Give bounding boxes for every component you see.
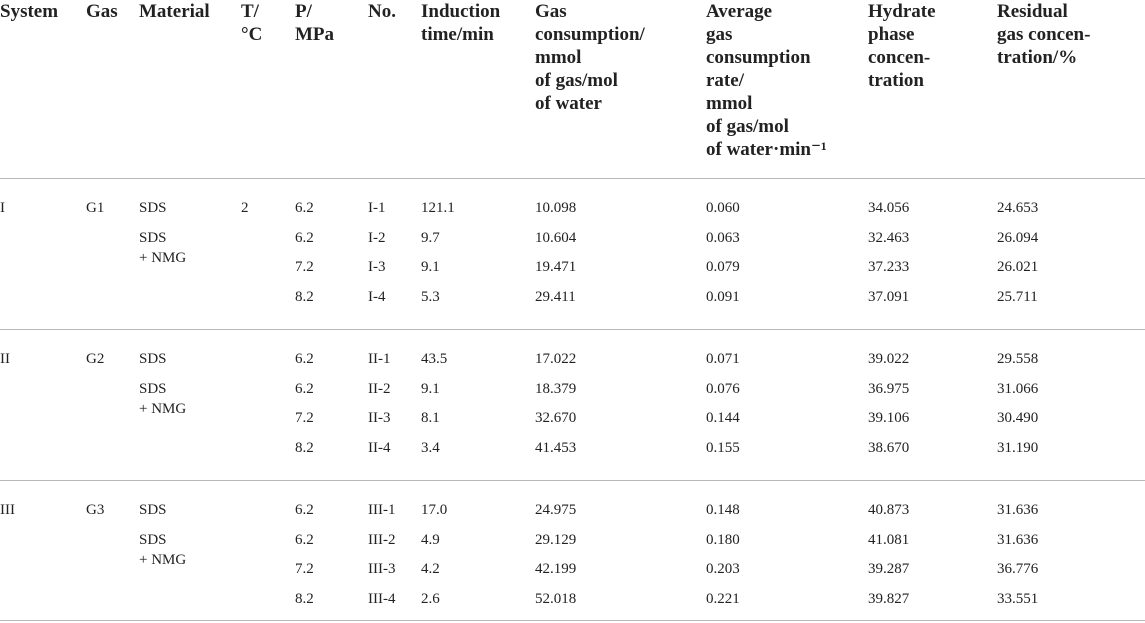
cell-average-rate: 0.079 <box>706 259 740 275</box>
cell-hydrate-concentration: 40.873 <box>868 502 910 518</box>
cell-pressure: 6.2 <box>295 351 314 367</box>
cell-hydrate-concentration: 39.106 <box>868 410 910 426</box>
cell-gas-consumption: 24.975 <box>535 502 577 518</box>
header-average-rate: Average gas consumption rate/ mmol of gas/mol of water·min⁻¹ <box>706 1 827 160</box>
header-hydrate-concentration: Hydrate phase concen- tration <box>868 1 936 91</box>
cell-gas-consumption: 19.471 <box>535 259 577 275</box>
cell-number: II-3 <box>368 410 391 426</box>
header-material: Material <box>139 1 210 22</box>
cell-number: III-1 <box>368 502 396 518</box>
cell-pressure: 7.2 <box>295 410 314 426</box>
cell-hydrate-concentration: 37.091 <box>868 288 910 305</box>
cell-number: I-3 <box>368 259 386 275</box>
cell-pressure: 7.2 <box>295 561 314 577</box>
cell-average-rate: 0.091 <box>706 288 740 305</box>
cell-gas-consumption: 29.411 <box>535 288 576 305</box>
cell-material: SDS + NMG <box>139 380 187 417</box>
cell-number: I-4 <box>368 288 386 305</box>
cell-average-rate: 0.148 <box>706 502 740 518</box>
cell-material: SDS <box>139 502 167 518</box>
cell-induction-time: 121.1 <box>421 200 455 216</box>
header-pressure: P/ MPa <box>295 1 335 45</box>
cell-residual-gas: 25.711 <box>997 288 1038 305</box>
cell-hydrate-concentration: 38.670 <box>868 439 910 456</box>
cell-average-rate: 0.076 <box>706 380 740 397</box>
cell-gas-consumption: 10.098 <box>535 200 577 216</box>
cell-gas-consumption: 42.199 <box>535 561 577 577</box>
header-temperature: T/ °C <box>241 1 263 45</box>
cell-residual-gas: 29.558 <box>997 351 1039 367</box>
group-divider <box>0 329 1145 330</box>
cell-induction-time: 9.7 <box>421 229 440 246</box>
cell-gas-consumption: 17.022 <box>535 351 577 367</box>
cell-average-rate: 0.063 <box>706 229 740 246</box>
cell-residual-gas: 26.094 <box>997 229 1039 246</box>
cell-induction-time: 4.9 <box>421 531 440 548</box>
cell-hydrate-concentration: 41.081 <box>868 531 910 548</box>
cell-hydrate-concentration: 36.975 <box>868 380 910 397</box>
cell-residual-gas: 30.490 <box>997 410 1039 426</box>
cell-residual-gas: 31.636 <box>997 531 1039 548</box>
cell-gas-consumption: 52.018 <box>535 590 577 607</box>
group-divider <box>0 480 1145 481</box>
cell-pressure: 8.2 <box>295 590 314 607</box>
cell-residual-gas: 31.066 <box>997 380 1039 397</box>
cell-hydrate-concentration: 32.463 <box>868 229 910 246</box>
cell-number: I-2 <box>368 229 386 246</box>
header-divider <box>0 178 1145 179</box>
cell-induction-time: 2.6 <box>421 590 440 607</box>
cell-residual-gas: 24.653 <box>997 200 1039 216</box>
cell-residual-gas: 31.636 <box>997 502 1039 518</box>
cell-number: II-4 <box>368 439 391 456</box>
table-bottom-rule <box>0 620 1145 621</box>
cell-residual-gas: 26.021 <box>997 259 1039 275</box>
cell-average-rate: 0.060 <box>706 200 740 216</box>
header-gas-consumption: Gas consumption/ mmol of gas/mol of water <box>535 1 645 114</box>
cell-material: SDS <box>139 200 167 216</box>
header-gas: Gas <box>86 1 118 22</box>
cell-system: III <box>0 502 15 518</box>
cell-induction-time: 3.4 <box>421 439 440 456</box>
cell-gas: G1 <box>86 200 105 216</box>
cell-number: II-1 <box>368 351 391 367</box>
cell-average-rate: 0.071 <box>706 351 740 367</box>
cell-number: III-3 <box>368 561 396 577</box>
cell-gas-consumption: 32.670 <box>535 410 577 426</box>
cell-pressure: 8.2 <box>295 439 314 456</box>
cell-average-rate: 0.144 <box>706 410 740 426</box>
cell-number: I-1 <box>368 200 386 216</box>
cell-average-rate: 0.203 <box>706 561 740 577</box>
cell-induction-time: 5.3 <box>421 288 440 305</box>
cell-induction-time: 8.1 <box>421 410 440 426</box>
cell-gas: G2 <box>86 351 105 367</box>
cell-induction-time: 9.1 <box>421 259 440 275</box>
header-system: System <box>0 1 59 22</box>
cell-hydrate-concentration: 39.287 <box>868 561 910 577</box>
cell-gas-consumption: 29.129 <box>535 531 577 548</box>
cell-gas: G3 <box>86 502 105 518</box>
cell-pressure: 6.2 <box>295 531 314 548</box>
cell-pressure: 6.2 <box>295 229 314 246</box>
cell-material: SDS + NMG <box>139 531 187 568</box>
cell-pressure: 6.2 <box>295 502 314 518</box>
cell-pressure: 6.2 <box>295 380 314 397</box>
header-number: No. <box>368 1 396 22</box>
cell-hydrate-concentration: 39.022 <box>868 351 910 367</box>
cell-average-rate: 0.155 <box>706 439 740 456</box>
cell-pressure: 8.2 <box>295 288 314 305</box>
cell-hydrate-concentration: 34.056 <box>868 200 910 216</box>
cell-gas-consumption: 10.604 <box>535 229 577 246</box>
cell-system: I <box>0 200 5 216</box>
cell-number: III-2 <box>368 531 396 548</box>
cell-number: III-4 <box>368 590 396 607</box>
cell-induction-time: 4.2 <box>421 561 440 577</box>
header-induction-time: Induction time/min <box>421 1 501 45</box>
cell-residual-gas: 36.776 <box>997 561 1039 577</box>
cell-number: II-2 <box>368 380 391 397</box>
cell-residual-gas: 31.190 <box>997 439 1039 456</box>
cell-pressure: 6.2 <box>295 200 314 216</box>
cell-average-rate: 0.180 <box>706 531 740 548</box>
cell-induction-time: 9.1 <box>421 380 440 397</box>
cell-material: SDS <box>139 351 167 367</box>
header-residual-gas: Residual gas concen- tration/% <box>997 1 1091 68</box>
cell-hydrate-concentration: 37.233 <box>868 259 910 275</box>
cell-temperature: 2 <box>241 200 249 216</box>
cell-induction-time: 17.0 <box>421 502 448 518</box>
cell-material: SDS + NMG <box>139 229 187 266</box>
cell-residual-gas: 33.551 <box>997 590 1039 607</box>
cell-gas-consumption: 41.453 <box>535 439 577 456</box>
cell-system: II <box>0 351 10 367</box>
cell-gas-consumption: 18.379 <box>535 380 577 397</box>
cell-induction-time: 43.5 <box>421 351 448 367</box>
cell-hydrate-concentration: 39.827 <box>868 590 910 607</box>
cell-pressure: 7.2 <box>295 259 314 275</box>
cell-average-rate: 0.221 <box>706 590 740 607</box>
